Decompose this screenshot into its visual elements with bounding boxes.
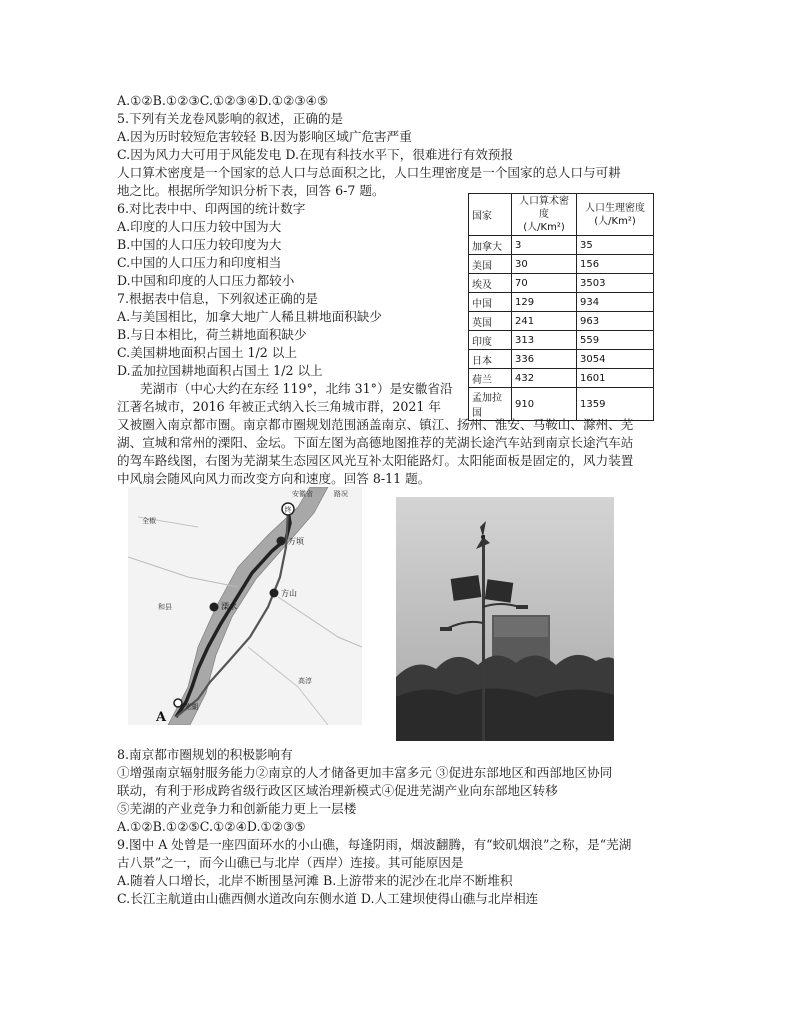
header-country: 国家 [469, 194, 512, 236]
map-label-quanjiao: 全椒 [142, 517, 156, 525]
header-physiological-density: 人口生理密度 (人/Km²) [577, 194, 654, 236]
q6-option-b: B.中国的人口压力较印度为大 [117, 237, 282, 252]
map-label-hexian: 和县 [158, 603, 172, 611]
q6-option-c: C.中国的人口压力和印度相当 [117, 255, 282, 270]
map-label-lishui: 溧水 [221, 602, 237, 611]
q5-options-cd: C.因为风力大可用于风能发电 D.在现有科技水平下，很难进行有效预报 [117, 147, 514, 162]
q9-options-ab: A.随着人口增长，北岸不断围垦河滩 B.上游带来的泥沙在北岸不断堆积 [117, 873, 513, 888]
passage-line-5: 的驾车路线图，右图为芜湖某生态园区风光互补太阳能路灯。太阳能面板是固定的，风力装置 [117, 453, 634, 468]
q6-option-a: A.印度的人口压力较中国为大 [117, 219, 282, 234]
question-8: 8.南京都市圈规划的积极影响有 [117, 747, 293, 762]
option-line-q4: A.①②B.①②③C.①②③④D.①②③④⑤ [117, 93, 329, 108]
q8-statements-2: 联动，有利于形成跨省级行政区区域治理新模式④促进芜湖产业向东部地区转移 [117, 783, 558, 798]
table-row: 埃及 70 3503 [469, 274, 654, 293]
map-label-route: 路况 [334, 490, 348, 498]
passage-line-2: 江著名城市，2016 年被正式纳入长三角城市群，2021 年 [117, 399, 441, 414]
q8-options: A.①②B.①②⑤C.①②④D.①②③⑤ [117, 819, 306, 834]
table-header-row [469, 194, 654, 236]
map-label-gaochun: 高淳 [298, 677, 312, 685]
q7-option-d: D.孟加拉国耕地面积占国土 1/2 以上 [117, 363, 323, 378]
route-map [128, 487, 362, 725]
passage-line-6: 中风扇会随风向风力而改变方向和速度。回答 8-11 题。 [117, 471, 431, 486]
intro-line-2: 地之比。根据所学知识分析下表，回答 6-7 题。 [117, 183, 385, 198]
q9-options-cd: C.长江主航道由山礁西侧水道改向东侧水道 D.人工建坝使得山礁与北岸相连 [117, 891, 539, 906]
map-label-wanzhou: 万顷 [288, 537, 304, 546]
question-9: 9.图中 A 处曾是一座四面环水的小山礁，每逢阴雨，烟波翻腾，有“蛟矶烟浪”之称，是“芜湖 [117, 837, 632, 852]
q7-option-a: A.与美国相比，加拿大地广人稀且耕地面积缺少 [117, 309, 382, 324]
q8-statements-1: ①增强南京辐射服务能力②南京的人才储备更加丰富多元 ③促进东部地区和西部地区协同 [117, 765, 613, 780]
solar-wind-streetlight-photo [396, 497, 614, 741]
table-row: 印度 313 559 [469, 331, 654, 350]
population-density-table [468, 193, 654, 421]
table-row: 中国 129 934 [469, 293, 654, 312]
question-9-cont: 古八景”之一，而今山礁已与北岸（西岸）连接。其可能原因是 [117, 855, 464, 870]
table-row: 日本 336 3054 [469, 350, 654, 369]
passage-line-3: 又被圈入南京都市圈。南京都市圈规划范围涵盖南京、镇江、扬州、淮安、马鞍山、滁州、芜 [117, 417, 634, 432]
question-5: 5.下列有关龙卷风影响的叙述，正确的是 [117, 111, 344, 126]
map-label-a: A [156, 710, 167, 725]
q5-options-ab: A.因为历时较短危害较轻 B.因为影响区域广危害严重 [117, 129, 412, 144]
question-6: 6.对比表中中、印两国的统计数字 [117, 201, 306, 216]
table-row: 荷兰 432 1601 [469, 369, 654, 388]
q7-option-b: B.与日本相比，荷兰耕地面积缺少 [117, 327, 307, 342]
map-label-anhui: 安徽省 [292, 490, 313, 498]
table-row: 英国 241 963 [469, 312, 654, 331]
table-row: 孟加拉国 910 1359 [469, 388, 654, 421]
end-marker-label: 终 [284, 506, 292, 514]
table-row: 加拿大 3 35 [469, 236, 654, 255]
map-label-wuhu: 芜湖 [184, 703, 198, 711]
map-label-fangshan: 方山 [281, 589, 297, 598]
q6-option-d: D.中国和印度的人口压力都较小 [117, 273, 295, 288]
question-7: 7.根据表中信息，下列叙述正确的是 [117, 291, 318, 306]
header-arithmetic-density: 人口算术密度 (人/Km²) [512, 194, 577, 236]
q7-option-c: C.美国耕地面积占国土 1/2 以上 [117, 345, 297, 360]
q8-statements-3: ⑤芜湖的产业竞争力和创新能力更上一层楼 [117, 801, 357, 816]
intro-line-1: 人口算术密度是一个国家的总人口与总面积之比，人口生理密度是一个国家的总人口与可耕 [117, 165, 621, 180]
passage-line-1: 芜湖市（中心大约在东经 119°，北纬 31°）是安徽省沿 [140, 381, 453, 396]
table-row: 美国 30 156 [469, 255, 654, 274]
passage-line-4: 湖、宣城和常州的溧阳、金坛。下面左图为高德地图推荐的芜湖长途汽车站到南京长途汽车站 [117, 435, 634, 450]
